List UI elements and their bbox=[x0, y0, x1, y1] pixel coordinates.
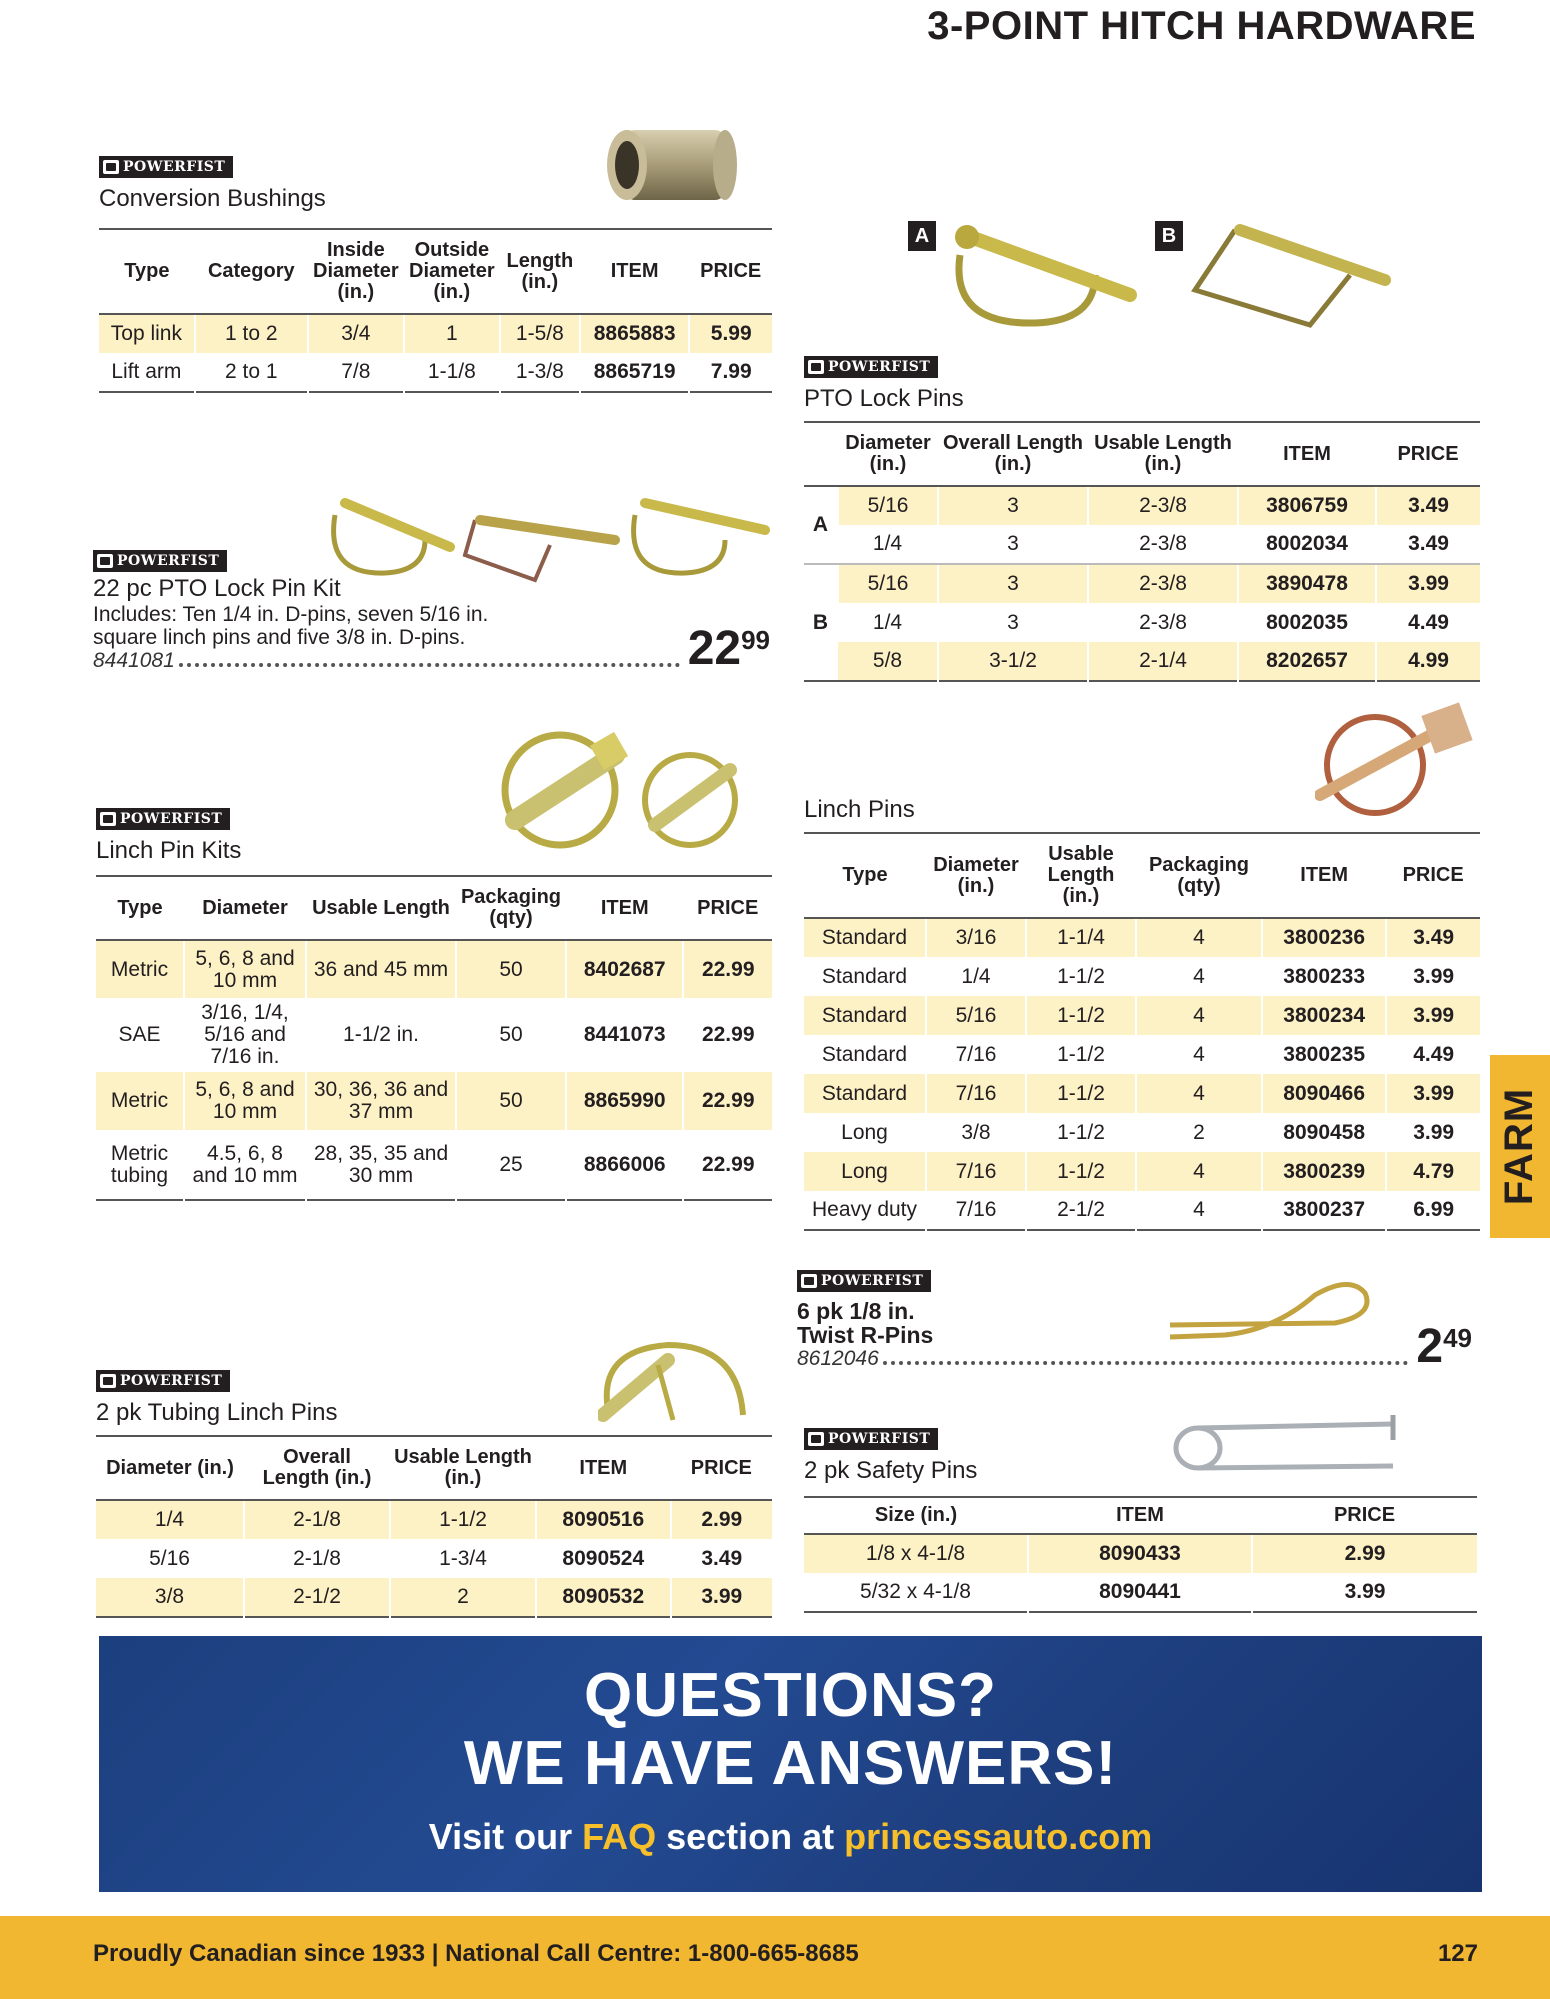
item-number: 8002034 bbox=[1238, 525, 1376, 564]
cell: 7/8 bbox=[308, 353, 404, 392]
col-header: Packaging (qty) bbox=[1136, 833, 1262, 918]
cell: 3/8 bbox=[926, 1113, 1026, 1152]
cell: 30, 36, 36 and 37 mm bbox=[306, 1072, 456, 1130]
item-number: 3800235 bbox=[1262, 1035, 1386, 1074]
col-header: Type bbox=[99, 229, 195, 314]
faq-link[interactable]: FAQ bbox=[582, 1816, 657, 1857]
brand-logo: POWERFIST bbox=[96, 808, 230, 830]
col-header: Outside Diameter (in.) bbox=[404, 229, 500, 314]
cell: 36 and 45 mm bbox=[306, 940, 456, 998]
linch-pins-table bbox=[804, 832, 1480, 1231]
cell: 7/16 bbox=[926, 1152, 1026, 1191]
col-header: PRICE bbox=[1252, 1497, 1477, 1534]
cell: 50 bbox=[456, 1072, 566, 1130]
cell: 2-3/8 bbox=[1088, 525, 1238, 564]
table-row bbox=[804, 525, 1480, 564]
cell: 1 to 2 bbox=[195, 314, 308, 353]
table-row bbox=[804, 486, 1480, 525]
section-title: Linch Pins bbox=[804, 796, 915, 823]
col-header: Type bbox=[804, 833, 926, 918]
price-dollars: 22 bbox=[687, 622, 742, 675]
col-header: Diameter bbox=[184, 876, 306, 940]
section-title: PTO Lock Pins bbox=[804, 385, 964, 412]
price: 2.99 bbox=[671, 1500, 772, 1539]
cell: 2-1/8 bbox=[244, 1539, 390, 1578]
table-row bbox=[96, 998, 772, 1072]
cell: 2-3/8 bbox=[1088, 603, 1238, 642]
item-number: 3800234 bbox=[1262, 996, 1386, 1035]
item-number: 8865719 bbox=[580, 353, 690, 392]
bushing-image bbox=[605, 125, 745, 205]
item-number: 8402687 bbox=[566, 940, 683, 998]
col-header: Overall Length (in.) bbox=[244, 1436, 390, 1500]
price: 3.99 bbox=[1376, 564, 1480, 603]
item-number: 8202657 bbox=[1238, 642, 1376, 681]
cell: 4 bbox=[1136, 918, 1262, 957]
price: 22.99 bbox=[683, 1072, 772, 1130]
col-header: Type bbox=[96, 876, 184, 940]
brand-logo: POWERFIST bbox=[797, 1270, 931, 1292]
pto-kit-section bbox=[93, 550, 770, 673]
safety-pin-image bbox=[1168, 1410, 1408, 1480]
col-header bbox=[804, 422, 838, 486]
cell: 1-1/8 bbox=[404, 353, 500, 392]
col-header: Usable Length (in.) bbox=[390, 1436, 536, 1500]
cell: 1-3/8 bbox=[500, 353, 580, 392]
price: 2.99 bbox=[1252, 1534, 1477, 1573]
section-title: Linch Pin Kits bbox=[96, 837, 242, 864]
table-row bbox=[96, 1130, 772, 1200]
cell: 3/16 bbox=[926, 918, 1026, 957]
brand-icon bbox=[808, 360, 824, 374]
brand-icon bbox=[801, 1274, 817, 1288]
cell: Long bbox=[841, 1120, 888, 1144]
col-header: ITEM bbox=[566, 876, 683, 940]
price: 3.49 bbox=[1376, 525, 1480, 564]
price: 22.99 bbox=[683, 998, 772, 1072]
table-row bbox=[96, 1072, 772, 1130]
group-label-b: B bbox=[804, 564, 838, 681]
cell: 3 bbox=[938, 486, 1088, 525]
cell: Standard bbox=[821, 964, 908, 988]
kit-price bbox=[687, 622, 770, 675]
safety-pins-section bbox=[804, 1428, 977, 1485]
cell: 1-1/2 bbox=[1026, 1074, 1136, 1113]
col-header: PRICE bbox=[683, 876, 772, 940]
leader-dots bbox=[179, 663, 680, 667]
cell: Metric tubing bbox=[110, 1141, 169, 1187]
cell: 4.5, 6, 8 and 10 mm bbox=[184, 1130, 306, 1200]
cell: 1-1/2 in. bbox=[306, 998, 456, 1072]
col-header: Diameter (in.) bbox=[96, 1436, 244, 1500]
cell: 7/16 bbox=[926, 1035, 1026, 1074]
col-header: Overall Length (in.) bbox=[938, 422, 1088, 486]
item-number: 8090441 bbox=[1028, 1573, 1252, 1612]
leader-dots bbox=[883, 1361, 1409, 1365]
item-number: 3890478 bbox=[1238, 564, 1376, 603]
kit-sku: 8441081 bbox=[93, 649, 175, 672]
cell: Lift arm bbox=[111, 360, 182, 383]
table-row bbox=[804, 996, 1480, 1035]
cell: 5/8 bbox=[838, 642, 938, 681]
cell: 5/16 bbox=[838, 564, 938, 603]
r-pin-image bbox=[1165, 1275, 1385, 1355]
col-header: ITEM bbox=[1238, 422, 1376, 486]
cell: 2-3/8 bbox=[1088, 564, 1238, 603]
tubing-linch-pin-image bbox=[598, 1340, 748, 1425]
item-number: 3806759 bbox=[1238, 486, 1376, 525]
farm-side-tab bbox=[1490, 1055, 1550, 1238]
cell: 3/4 bbox=[308, 314, 404, 353]
product-title: Twist R-Pins bbox=[797, 1322, 934, 1348]
cell: 2 to 1 bbox=[195, 353, 308, 392]
price: 3.99 bbox=[1252, 1573, 1477, 1612]
cell: Standard bbox=[804, 996, 926, 1035]
price: 3.49 bbox=[1376, 486, 1480, 525]
side-tab-label: FARM bbox=[1497, 1087, 1542, 1206]
linch-pin-kit-image bbox=[495, 725, 745, 855]
brand-icon bbox=[103, 160, 119, 174]
safety-pins-table bbox=[804, 1496, 1477, 1613]
cell: 4 bbox=[1136, 996, 1262, 1035]
price: 6.99 bbox=[1386, 1191, 1480, 1230]
cell: 2-3/8 bbox=[1088, 486, 1238, 525]
price: 4.49 bbox=[1386, 1035, 1480, 1074]
col-header: ITEM bbox=[536, 1436, 671, 1500]
cell: 1-1/2 bbox=[1026, 1035, 1136, 1074]
product-title: 6 pk 1/8 in. bbox=[797, 1298, 915, 1324]
cell: 5/16 bbox=[838, 486, 938, 525]
label-b: B bbox=[1155, 221, 1183, 251]
r-pin-sku: 8612046 bbox=[797, 1347, 879, 1370]
price: 3.99 bbox=[1386, 1113, 1480, 1152]
tubing-linch-pins-section bbox=[96, 1370, 338, 1427]
cell: 3 bbox=[938, 603, 1088, 642]
banner-headline: WE HAVE ANSWERS! bbox=[463, 1729, 1118, 1798]
table-row bbox=[99, 314, 772, 353]
kit-description: Includes: Ten 1/4 in. D-pins, seven 5/16 in. bbox=[93, 603, 489, 626]
section-title: Conversion Bushings bbox=[99, 185, 326, 212]
cell: 50 bbox=[456, 940, 566, 998]
table-row bbox=[804, 1113, 1480, 1152]
price: 3.99 bbox=[1386, 1074, 1480, 1113]
cell: 4 bbox=[1136, 1074, 1262, 1113]
col-header: Diameter (in.) bbox=[926, 833, 1026, 918]
cell: 4 bbox=[1136, 957, 1262, 996]
col-header: ITEM bbox=[1262, 833, 1386, 918]
cell: Top link bbox=[99, 314, 195, 353]
tubing-linch-pins-table bbox=[96, 1435, 772, 1618]
item-number: 8090532 bbox=[536, 1578, 671, 1617]
col-header: ITEM bbox=[1028, 1497, 1252, 1534]
cell: Heavy duty bbox=[811, 1198, 918, 1221]
cell: 4 bbox=[1136, 1035, 1262, 1074]
cell: 5/16 bbox=[149, 1546, 190, 1570]
price: 4.49 bbox=[1376, 603, 1480, 642]
brand-logo: POWERFIST bbox=[804, 1428, 938, 1450]
linch-pin-image bbox=[1315, 700, 1475, 820]
brand-logo: POWERFIST bbox=[804, 356, 938, 378]
group-label-a: A bbox=[804, 486, 838, 564]
price-dollars: 2 bbox=[1416, 1320, 1444, 1373]
banner-text: section at bbox=[656, 1816, 845, 1857]
cell: 4 bbox=[1136, 1191, 1262, 1230]
table-row bbox=[804, 1191, 1480, 1230]
cell: 2 bbox=[1136, 1113, 1262, 1152]
col-header: PRICE bbox=[689, 229, 772, 314]
brand-logo: POWERFIST bbox=[99, 156, 233, 178]
cell: 1 bbox=[404, 314, 500, 353]
item-number: 8002035 bbox=[1238, 603, 1376, 642]
price: 3.99 bbox=[1386, 996, 1480, 1035]
price: 3.49 bbox=[1386, 918, 1480, 957]
cell: 50 bbox=[456, 998, 566, 1072]
price: 5.99 bbox=[689, 314, 772, 353]
cell: 4 bbox=[1136, 1152, 1262, 1191]
item-number: 8090433 bbox=[1028, 1534, 1252, 1573]
item-number: 8441073 bbox=[566, 998, 683, 1072]
cell: 3 bbox=[938, 564, 1088, 603]
price: 3.49 bbox=[671, 1539, 772, 1578]
item-number: 8865883 bbox=[580, 314, 690, 353]
cell: 1-3/4 bbox=[390, 1539, 536, 1578]
linch-pin-kits-section bbox=[96, 808, 241, 865]
table-row bbox=[804, 957, 1480, 996]
price: 7.99 bbox=[689, 353, 772, 392]
brand-icon bbox=[97, 554, 113, 568]
cell: 2-1/2 bbox=[1026, 1191, 1136, 1230]
cell: 5/32 x 4-1/8 bbox=[860, 1580, 971, 1603]
item-number: 3800236 bbox=[1262, 918, 1386, 957]
d-pin-image bbox=[945, 215, 1145, 330]
cell: Standard bbox=[804, 918, 926, 957]
table-row bbox=[804, 1035, 1480, 1074]
price: 3.99 bbox=[1386, 957, 1480, 996]
table-row bbox=[96, 1500, 772, 1539]
col-header: Category bbox=[195, 229, 308, 314]
price-cents: 99 bbox=[741, 625, 770, 655]
cell: 2 bbox=[390, 1578, 536, 1617]
conversion-bushings-table bbox=[99, 228, 772, 393]
price: 3.99 bbox=[671, 1578, 772, 1617]
table-row bbox=[804, 918, 1480, 957]
cell: 1-1/2 bbox=[1026, 957, 1136, 996]
col-header: PRICE bbox=[1376, 422, 1480, 486]
table-row bbox=[804, 1074, 1480, 1113]
brand-icon bbox=[100, 812, 116, 826]
cell: 1/4 bbox=[838, 525, 938, 564]
footer-text: Proudly Canadian since 1933 | National Call Centre: 1-800-665-8685 bbox=[93, 1940, 859, 1967]
cell: 1-1/4 bbox=[1026, 918, 1136, 957]
cell: Metric bbox=[96, 1072, 184, 1130]
cell: 1-1/2 bbox=[1026, 1152, 1136, 1191]
cell: 1-1/2 bbox=[1026, 1113, 1136, 1152]
cell: 1/4 bbox=[96, 1500, 244, 1539]
table-row bbox=[804, 642, 1480, 681]
faq-banner[interactable] bbox=[99, 1636, 1482, 1892]
cell: 1-5/8 bbox=[500, 314, 580, 353]
col-header: Diameter (in.) bbox=[838, 422, 938, 486]
footer bbox=[0, 1916, 1550, 1999]
cell: Metric bbox=[96, 940, 184, 998]
item-number: 8866006 bbox=[566, 1130, 683, 1200]
cell: 1-1/2 bbox=[1026, 996, 1136, 1035]
cell: 7/16 bbox=[926, 1074, 1026, 1113]
price: 4.79 bbox=[1386, 1152, 1480, 1191]
banner-cta bbox=[99, 1816, 1482, 1858]
table-row bbox=[804, 1573, 1477, 1612]
cell: 2-1/2 bbox=[244, 1578, 390, 1617]
col-header: Packaging (qty) bbox=[456, 876, 566, 940]
linch-pin-kits-table bbox=[96, 875, 772, 1201]
cell: 7/16 bbox=[926, 1191, 1026, 1230]
cell: 5, 6, 8 and 10 mm bbox=[184, 1072, 306, 1130]
col-header: Inside Diameter (in.) bbox=[308, 229, 404, 314]
cell: Standard bbox=[804, 1074, 926, 1113]
price-cents: 49 bbox=[1443, 1323, 1472, 1353]
col-header: PRICE bbox=[1386, 833, 1480, 918]
cell: 1/8 x 4-1/8 bbox=[804, 1534, 1028, 1573]
table-row bbox=[96, 1578, 772, 1617]
price: 22.99 bbox=[683, 1130, 772, 1200]
col-header: Length (in.) bbox=[500, 229, 580, 314]
cell: 1-1/2 bbox=[390, 1500, 536, 1539]
table-row bbox=[99, 353, 772, 392]
cell: SAE bbox=[118, 1023, 161, 1046]
cell: 1/4 bbox=[872, 610, 903, 634]
kit-description: square linch pins and five 3/8 in. D-pins. bbox=[93, 626, 466, 649]
cell: Long bbox=[804, 1152, 926, 1191]
col-header: ITEM bbox=[580, 229, 690, 314]
cell: 2-1/4 bbox=[1088, 642, 1238, 681]
table-row bbox=[96, 1539, 772, 1578]
table-row bbox=[804, 603, 1480, 642]
item-number: 8090458 bbox=[1262, 1113, 1386, 1152]
website-link[interactable]: princessauto.com bbox=[844, 1816, 1153, 1857]
brand-logo: POWERFIST bbox=[93, 550, 227, 572]
pto-lock-pins-table bbox=[804, 421, 1480, 682]
cell: 3 bbox=[938, 525, 1088, 564]
cell: 28, 35, 35 and 30 mm bbox=[306, 1130, 456, 1200]
cell: 25 bbox=[456, 1130, 566, 1200]
brand-icon bbox=[808, 1432, 824, 1446]
table-row bbox=[804, 1534, 1477, 1573]
cell: 3/16, 1/4, 5/16 and 7/16 in. bbox=[184, 998, 306, 1072]
item-number: 8090466 bbox=[1262, 1074, 1386, 1113]
cell: Standard bbox=[821, 1042, 908, 1066]
brand-icon bbox=[100, 1374, 116, 1388]
label-a: A bbox=[908, 221, 936, 251]
pto-lock-pins-section bbox=[804, 356, 964, 413]
col-header: Size (in.) bbox=[804, 1497, 1028, 1534]
section-title: 2 pk Safety Pins bbox=[804, 1457, 978, 1484]
page-number: 127 bbox=[1437, 1940, 1478, 1967]
col-header: PRICE bbox=[671, 1436, 772, 1500]
price: 22.99 bbox=[683, 940, 772, 998]
item-number: 8865990 bbox=[566, 1072, 683, 1130]
col-header: Usable Length (in.) bbox=[1026, 833, 1136, 918]
banner-text: Visit our bbox=[428, 1816, 583, 1857]
cell: 3-1/2 bbox=[938, 642, 1088, 681]
item-number: 3800239 bbox=[1262, 1152, 1386, 1191]
brand-logo: POWERFIST bbox=[96, 1370, 230, 1392]
section-title: 22 pc PTO Lock Pin Kit bbox=[93, 575, 341, 602]
item-number: 3800237 bbox=[1262, 1191, 1386, 1230]
item-number: 8090516 bbox=[536, 1500, 671, 1539]
table-row bbox=[96, 940, 772, 998]
price: 4.99 bbox=[1376, 642, 1480, 681]
item-number: 3800233 bbox=[1262, 957, 1386, 996]
cell: 1/4 bbox=[926, 957, 1026, 996]
banner-headline: QUESTIONS? bbox=[583, 1661, 998, 1730]
page-title: 3-POINT HITCH HARDWARE bbox=[927, 4, 1476, 48]
item-number: 8090524 bbox=[536, 1539, 671, 1578]
table-row bbox=[804, 1152, 1480, 1191]
cell: 5, 6, 8 and 10 mm bbox=[184, 940, 306, 998]
r-pin-price bbox=[1416, 1320, 1472, 1373]
cell: 2-1/8 bbox=[244, 1500, 390, 1539]
col-header: Usable Length (in.) bbox=[1088, 422, 1238, 486]
square-pin-image bbox=[1190, 215, 1400, 330]
table-row bbox=[804, 564, 1480, 603]
cell: 3/8 bbox=[96, 1578, 244, 1617]
cell: 5/16 bbox=[926, 996, 1026, 1035]
section-title: 2 pk Tubing Linch Pins bbox=[96, 1399, 338, 1426]
col-header: Usable Length bbox=[306, 876, 456, 940]
conversion-bushings-section bbox=[99, 156, 326, 213]
